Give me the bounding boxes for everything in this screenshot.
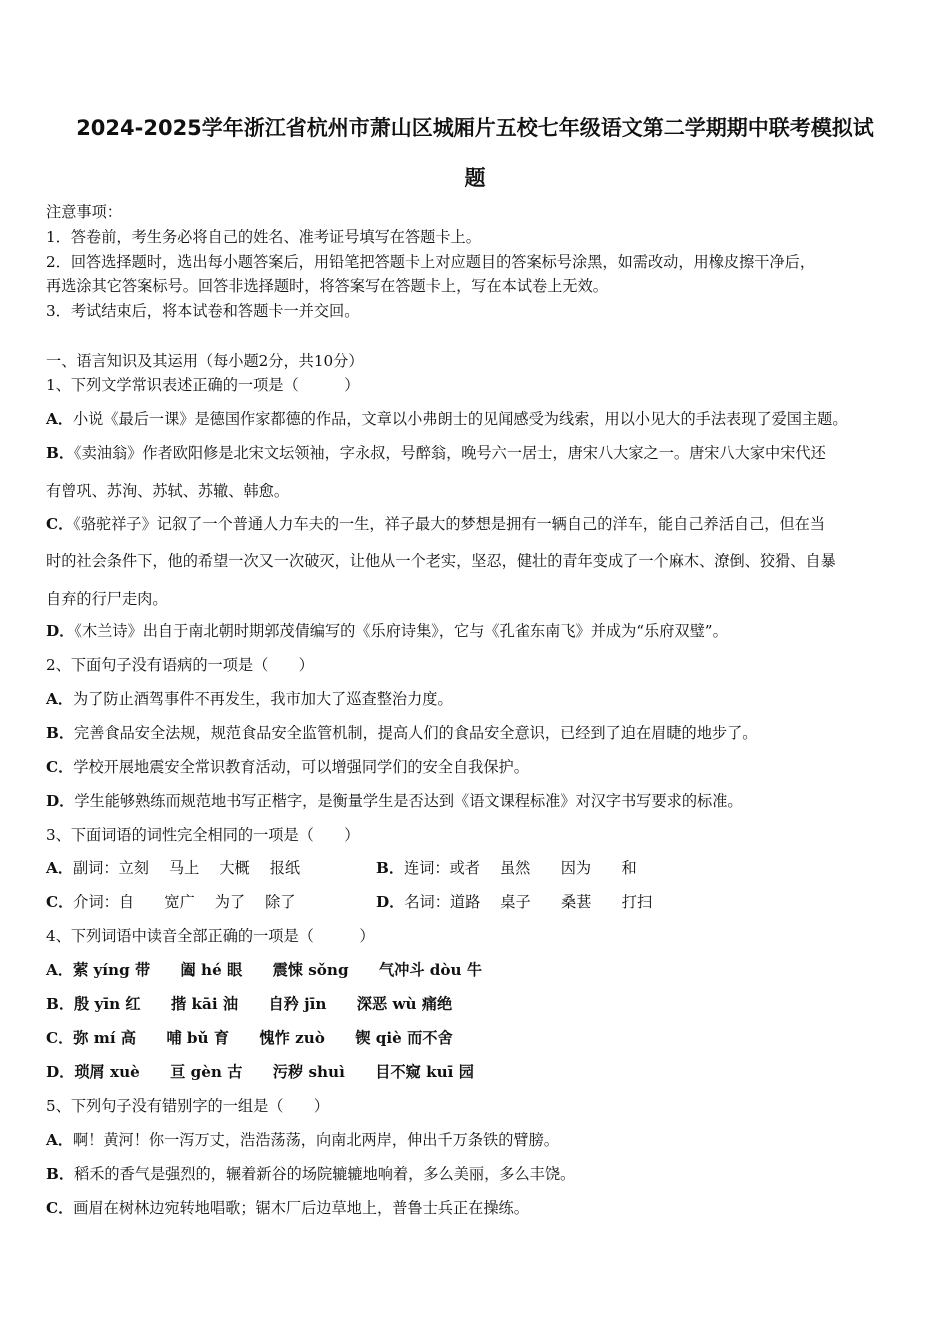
q5-option-a — [46, 1130, 559, 1150]
q2-option-d-letter: D． — [46, 792, 75, 810]
q4-stem: 4、下列词语中读音全部正确的一项是（ ） — [46, 927, 375, 945]
q1-stem: 1、下列文学常识表述正确的一项是（ ） — [46, 376, 360, 394]
q1-option-b — [46, 443, 826, 463]
q1-option-c-letter: C． — [46, 515, 74, 533]
q5-option-c-letter: C． — [46, 1199, 74, 1217]
q1-option-d-letter: D． — [46, 622, 75, 640]
q2-option-a-letter: A． — [46, 690, 73, 708]
q3-option-b-letter: B． — [376, 859, 405, 877]
q3-option-b-text: 连词：或者 虽然 因为 和 — [404, 859, 637, 877]
q3-option-b — [376, 858, 637, 878]
q2-option-a — [46, 689, 453, 709]
q4-option-c: C．弥 mí 高 哺 bǔ 育 愧怍 zuò 锲 qiè 而不舍 — [46, 1029, 453, 1047]
q1-option-a-letter: A． — [46, 410, 73, 428]
q4-option-d: D．琐屑 xuè 亘 gèn 古 污秽 shuì 目不窥 kuī 园 — [46, 1063, 474, 1081]
q3-option-c-text: 介词：自 宽广 为了 除了 — [73, 893, 296, 911]
q3-option-c — [46, 892, 296, 912]
q2-option-b-text: 完善食品安全法规，规范食品安全监管机制，提高人们的食品安全意识，已经到了迫在眉睫的地步了。 — [74, 724, 758, 742]
notice-item-2: 2．回答选择题时，选出每小题答案后，用铅笔把答题卡上对应题目的答案标号涂黑，如需改动，用橡皮擦干净后， — [46, 253, 816, 271]
q2-stem: 2、下面句子没有语病的一项是（ ） — [46, 656, 314, 674]
q1-option-c — [46, 514, 825, 534]
q1-option-b-cont: 有曾巩、苏洵、苏轼、苏辙、韩愈。 — [46, 482, 289, 500]
exam-title-line2: 题 — [464, 166, 486, 190]
q5-option-c-text: 画眉在树林边宛转地唱歌；锯木厂后边草地上，普鲁士兵正在操练。 — [73, 1199, 529, 1217]
q5-option-a-text: 啊！黄河！你一泻万丈，浩浩荡荡，向南北两岸，伸出千万条铁的臂膀。 — [72, 1131, 559, 1149]
q2-option-d-text: 学生能够熟练而规范地书写正楷字，是衡量学生是否达到《语文课程标准》对汉字书写要求的标准。 — [74, 792, 743, 810]
q3-option-a — [46, 858, 300, 878]
q3-stem: 3、下面词语的词性完全相同的一项是（ ） — [46, 826, 360, 844]
notice-item-3: 3．考试结束后，将本试卷和答题卡一并交回。 — [46, 302, 360, 320]
notice-heading: 注意事项： — [46, 203, 122, 221]
q1-option-a-text: 小说《最后一课》是德国作家都德的作品，文章以小弗朗士的见闻感受为线索，用以小见大的手法表现了爱国主题。 — [72, 410, 848, 428]
q4-option-a: A．萦 yíng 带 阖 hé 眼 震悚 sǒng 气冲斗 dòu 牛 — [46, 961, 483, 979]
q5-option-c — [46, 1198, 529, 1218]
q5-option-b-text: 稻禾的香气是强烈的，辗着新谷的场院辘辘地响着，多么美丽，多么丰饶。 — [74, 1165, 576, 1183]
q2-option-b — [46, 723, 757, 743]
q2-option-c-text: 学校开展地震安全常识教育活动，可以增强同学们的安全自我保护。 — [73, 758, 529, 776]
q2-option-b-letter: B． — [46, 724, 75, 742]
q5-stem: 5、下列句子没有错别字的一组是（ ） — [46, 1097, 330, 1115]
q3-option-a-letter: A． — [46, 859, 73, 877]
q3-option-c-letter: C． — [46, 893, 74, 911]
q1-option-d-text: 《木兰诗》出自于南北朝时期郭茂倩编写的《乐府诗集》，它与《孔雀东南飞》并成为“乐府双璧”。 — [74, 622, 728, 640]
q1-option-c-cont2: 自弃的行尸走肉。 — [46, 590, 168, 608]
section-heading: 一、语言知识及其运用（每小题2分，共10分） — [46, 352, 364, 370]
q2-option-a-text: 为了防止酒驾事件不再发生，我市加大了巡查整治力度。 — [72, 690, 453, 708]
q3-option-d — [376, 892, 652, 912]
q5-option-a-letter: A． — [46, 1131, 73, 1149]
exam-title-line1: 2024-2025学年浙江省杭州市萧山区城厢片五校七年级语文第二学期期中联考模拟试 — [76, 116, 874, 140]
q2-option-d — [46, 791, 743, 811]
q3-option-d-letter: D． — [376, 893, 405, 911]
q3-option-d-text: 名词：道路 桌子 桑葚 打扫 — [404, 893, 653, 911]
q1-option-a — [46, 409, 848, 429]
q1-option-b-text: 《卖油翁》作者欧阳修是北宋文坛领袖，字永叔，号醉翁，晚号六一居士，唐宋八大家之一。唐宋八大家中宋代还 — [74, 444, 826, 462]
q1-option-c-text: 《骆驼祥子》记叙了一个普通人力车夫的一生，祥子最大的梦想是拥有一辆自己的洋车，能自己养活自己，但在当 — [73, 515, 826, 533]
q4-option-b: B．殷 yīn 红 揩 kāi 油 自矜 jīn 深恶 wù 痛绝 — [46, 995, 453, 1013]
notice-item-1: 1．答卷前，考生务必将自己的姓名、准考证号填写在答题卡上。 — [46, 228, 481, 246]
q3-option-a-text: 副词：立刻 马上 大概 报纸 — [72, 859, 301, 877]
q5-option-b-letter: B． — [46, 1165, 75, 1183]
q1-option-c-cont1: 时的社会条件下，他的希望一次又一次破灭，让他从一个老实，坚忍，健壮的青年变成了一个麻木、潦倒、狡猾、自暴 — [46, 552, 836, 570]
q2-option-c — [46, 757, 529, 777]
q1-option-b-letter: B． — [46, 444, 75, 462]
q5-option-b — [46, 1164, 575, 1184]
notice-item-2-cont: 再选涂其它答案标号。回答非选择题时，将答案写在答题卡上，写在本试卷上无效。 — [46, 277, 608, 295]
q2-option-c-letter: C． — [46, 758, 74, 776]
q1-option-d — [46, 621, 728, 641]
